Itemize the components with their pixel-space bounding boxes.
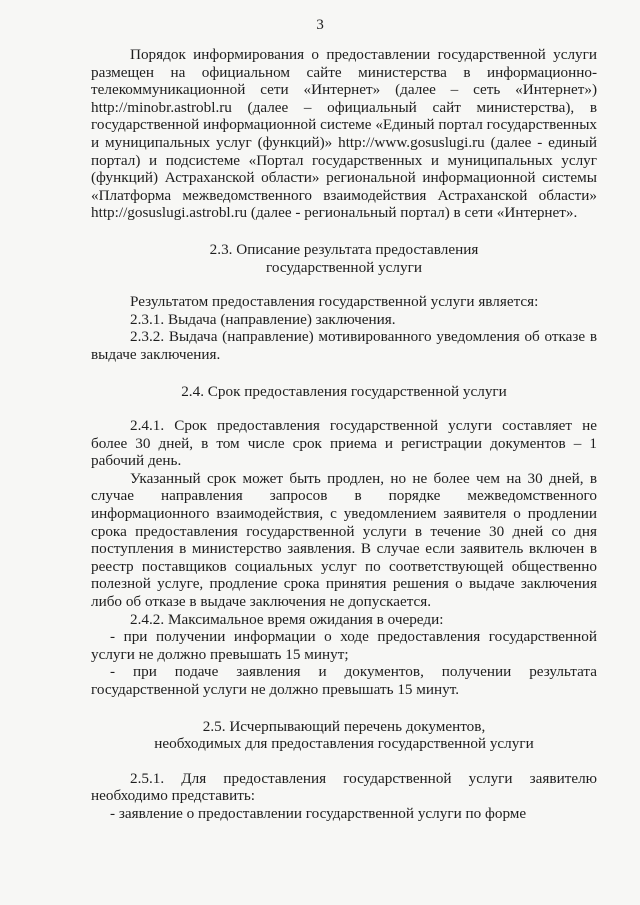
section-2-3 — [91, 241, 597, 364]
section-2-3-item-2: 2.3.2. Выдача (направление) мотивированного уведомления об отказе в выдаче заключения. — [91, 328, 597, 363]
section-2-5 — [91, 718, 597, 823]
section-2-5-bullet-1: - заявление о предоставлении государственной услуги по форме — [110, 804, 527, 822]
intro-paragraph: Порядок информирования о предоставлении государственной услуги размещен на официальном сайте министерства в информационно-телекоммуникационной сети «Интернет» (далее – сеть «Интернет») http://minobr.astrobl.ru (далее – официальный сайт министерства), в государственной информационной системе «Единый портал государственных и муниципальных услуг (функций)» http://www.gosuslugi.ru (далее - единый портал) и подсистеме «Портал государственных и муниципальных услуг (функций) Астраханской области» региональной информационной системы «Платформа межведомственного взаимодействия Астраханской области» http://gosuslugi.astrobl.ru (далее - региональный портал) в сети «Интернет». — [91, 46, 597, 222]
section-2-4-heading: 2.4. Срок предоставления государственной услуги — [181, 382, 507, 400]
document-body — [91, 46, 597, 823]
section-2-3-item-1: 2.3.1. Выдача (направление) заключения. — [130, 310, 396, 328]
section-2-5-heading-line1: 2.5. Исчерпывающий перечень документов, — [202, 717, 486, 735]
section-2-3-lead: Результатом предоставления государственной услуги является: — [130, 293, 539, 311]
section-2-4-bullet-1: - при получении информации о ходе предоставления государственной услуги не должно превышать 15 минут; — [91, 628, 597, 663]
section-2-3-heading-line2: государственной услуги — [266, 258, 422, 276]
section-2-3-heading-line1: 2.3. Описание результата предоставления — [209, 240, 479, 258]
section-2-4-paragraph-1: 2.4.1. Срок предоставления государственной услуги составляет не более 30 дней, в том числе срок приема и регистрации документов – 1 рабочий день. — [91, 417, 597, 470]
section-2-5-heading-line2: необходимых для предоставления государственной услуги — [154, 735, 534, 753]
section-2-4-paragraph-3: 2.4.2. Максимальное время ожидания в очереди: — [130, 610, 444, 628]
section-2-4 — [91, 383, 597, 699]
section-2-5-paragraph-1: 2.5.1. Для предоставления государственной услуги заявителю необходимо представить: — [91, 769, 597, 805]
section-2-4-paragraph-2: Указанный срок может быть продлен, но не более чем на 30 дней, в случае направления запросов в порядке межведомственного информационного взаимодействия, с уведомлением заявителя о продлении срока предоставления государственной услуги в течение 30 дней со дня поступления в министерство заявления. В случае если заявитель включен в реестр поставщиков социальных услуг по соответствующей общественно полезной услуге, продление срока принятия решения о выдаче заключения либо об отказе в выдаче заключения не допускается. — [91, 469, 597, 611]
page-number: 3 — [316, 16, 324, 33]
section-2-4-bullet-2: - при подаче заявления и документов, получении результата государственной услуги не должно превышать 15 минут. — [91, 663, 597, 698]
